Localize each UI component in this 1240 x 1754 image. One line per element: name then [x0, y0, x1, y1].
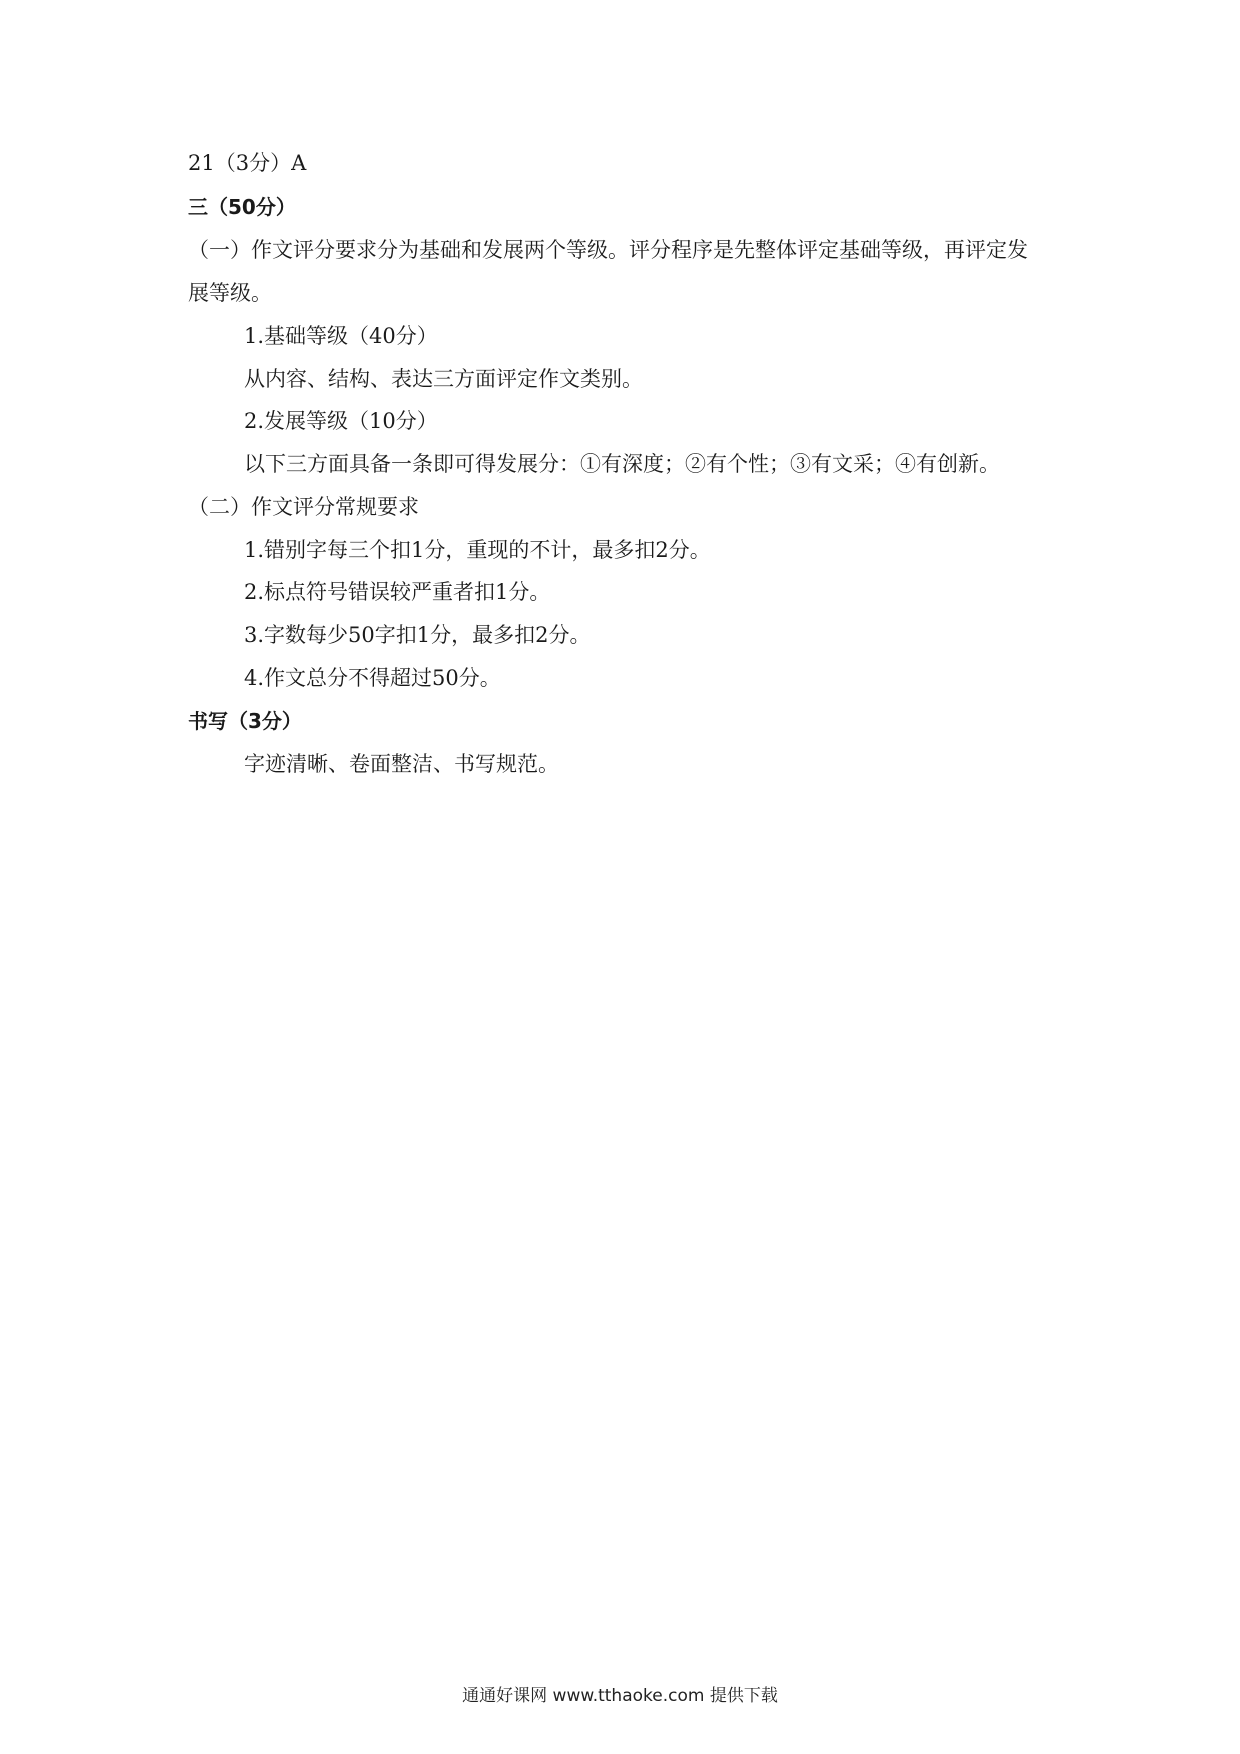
rule-4: 4.作文总分不得超过50分。	[244, 666, 501, 690]
paragraph-1-line-2: 展等级。	[188, 281, 272, 305]
section-heading-3: 三（50分）	[188, 195, 296, 219]
writing-heading: 书写（3分）	[188, 709, 302, 733]
basic-level-description: 从内容、结构、表达三方面评定作文类别。	[244, 367, 643, 391]
paragraph-1-line-1: （一）作文评分要求分为基础和发展两个等级。评分程序是先整体评定基础等级，再评定发	[188, 238, 1028, 262]
basic-level-heading: 1.基础等级（40分）	[244, 324, 438, 348]
rule-2: 2.标点符号错误较严重者扣1分。	[244, 580, 551, 604]
writing-description: 字迹清晰、卷面整洁、书写规范。	[244, 752, 559, 776]
rule-1: 1.错别字每三个扣1分，重现的不计，最多扣2分。	[244, 538, 711, 562]
rule-3: 3.字数每少50字扣1分，最多扣2分。	[244, 623, 591, 647]
page-footer: 通通好课网 www.tthaoke.com 提供下载	[462, 1686, 778, 1706]
development-level-heading: 2.发展等级（10分）	[244, 409, 438, 433]
answer-q21: 21（3分）A	[188, 151, 307, 175]
development-level-description: 以下三方面具备一条即可得发展分：①有深度；②有个性；③有文采；④有创新。	[244, 452, 1000, 476]
paragraph-2-heading: （二）作文评分常规要求	[188, 495, 419, 519]
